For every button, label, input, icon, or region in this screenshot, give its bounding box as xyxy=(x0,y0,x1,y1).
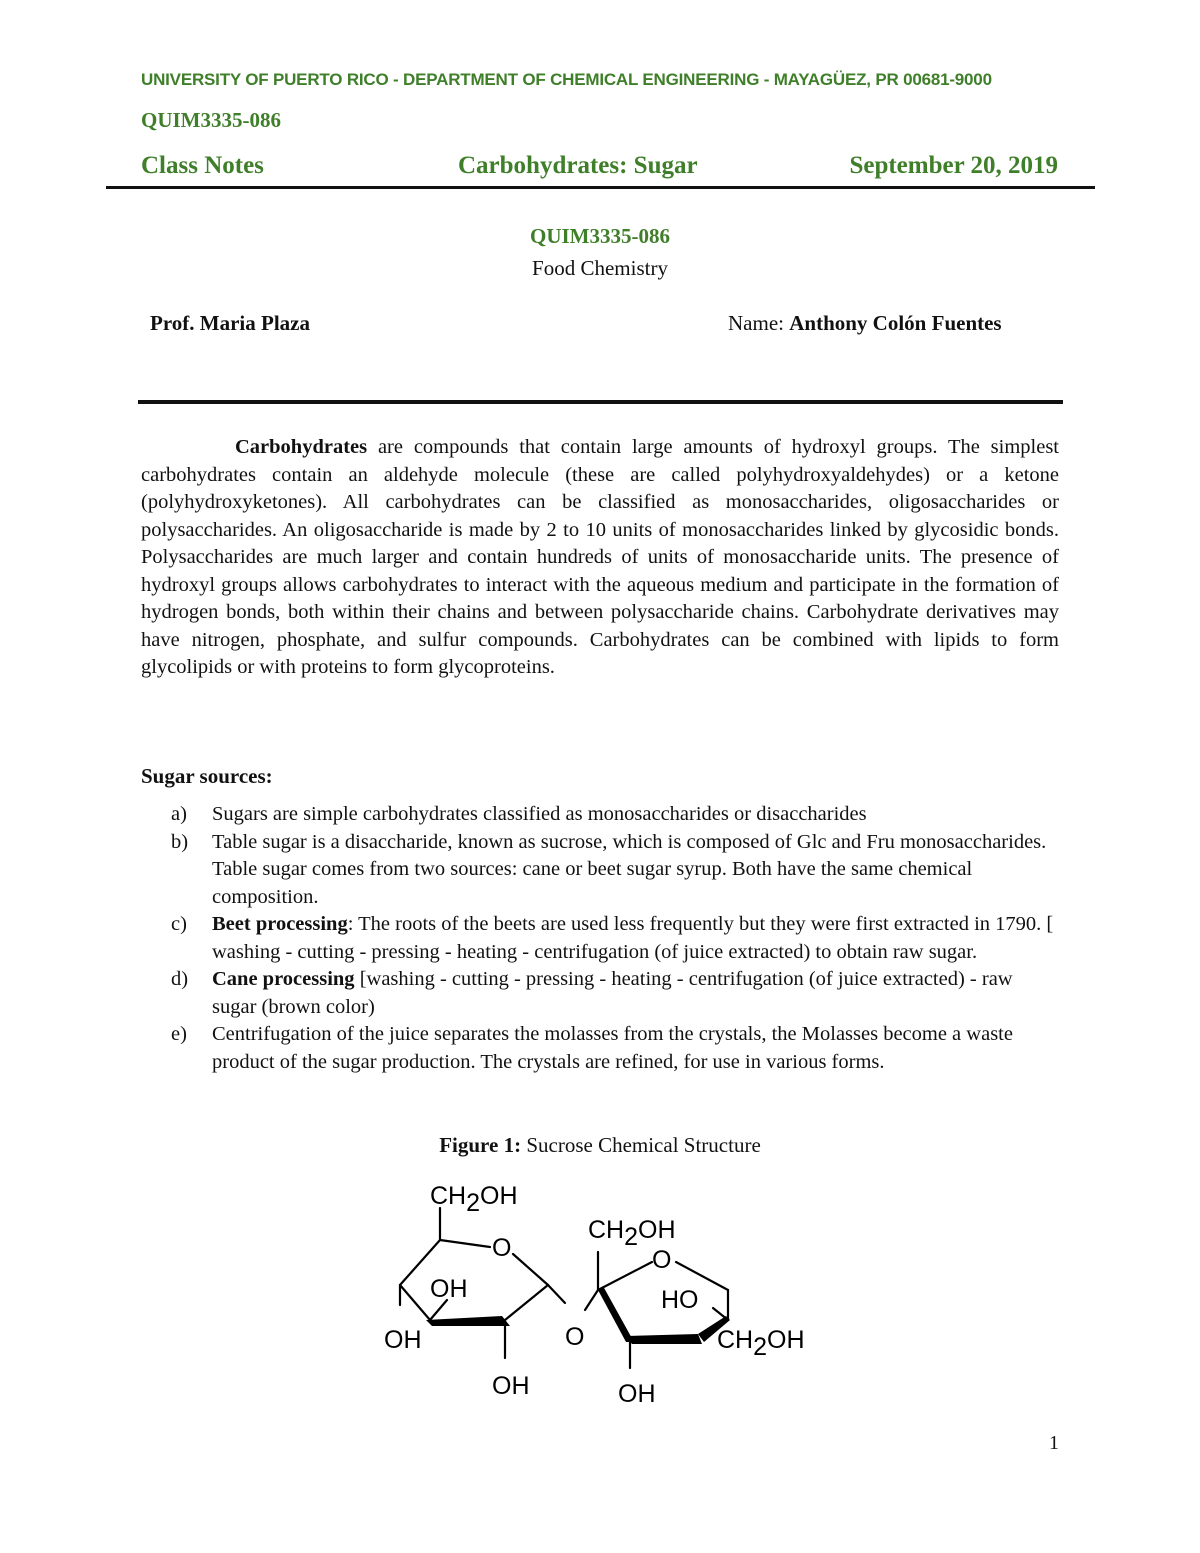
atom-oh-left: OH xyxy=(384,1326,422,1354)
intro-paragraph xyxy=(141,434,1059,682)
list-item-text: Sugars are simple carbohydrates classified as monosaccharides or disaccharides xyxy=(212,803,867,825)
list-item-label: e) xyxy=(171,1023,187,1045)
list-item-bold: Beet processing xyxy=(212,913,348,935)
course-code: QUIM3335-086 xyxy=(530,224,670,248)
professor-name: Prof. Maria Plaza xyxy=(150,311,310,335)
sugar-sources-list xyxy=(171,801,1061,1076)
bond xyxy=(513,1254,548,1285)
list-item xyxy=(171,801,1061,829)
bond xyxy=(585,1290,598,1310)
list-item-text: [washing - cutting - pressing - heating - centrifugation (of juice extracted) - raw sugar (brown color) xyxy=(212,968,1013,1018)
student-name: Anthony Colón Fuentes xyxy=(789,311,1002,335)
bond xyxy=(505,1285,548,1320)
intro-lead: Carbohydrates xyxy=(235,436,368,458)
atom-oh-bottom-right: OH xyxy=(618,1380,656,1408)
figure-caption-text: Sucrose Chemical Structure xyxy=(521,1133,761,1157)
header-topic: Carbohydrates: Sugar xyxy=(458,152,698,179)
list-item xyxy=(171,829,1061,912)
university-header: UNIVERSITY OF PUERTO RICO - DEPARTMENT OF CHEMICAL ENGINEERING - MAYAGÜEZ, PR 00681-9000 xyxy=(141,70,992,89)
header-date: September 20, 2019 xyxy=(849,152,1058,179)
wedge-bond xyxy=(426,1316,510,1326)
wedge-bond xyxy=(598,1286,634,1342)
atom-ch2oh-mid: CH2OH xyxy=(588,1216,676,1251)
list-item-bold: Cane processing xyxy=(212,968,355,990)
header-divider xyxy=(106,186,1095,189)
atom-ho-inner: HO xyxy=(661,1286,699,1314)
wedge-bond xyxy=(626,1334,702,1344)
list-item xyxy=(171,911,1061,966)
atom-glycosidic-o: O xyxy=(565,1323,585,1351)
intro-text: are compounds that contain large amounts of hydroxyl groups. The simplest carbohydrates contain an aldehyde molecule (these are called polyhydroxyaldehydes) or a ketone (polyhydroxyketones). All carbohydrates can be classified as monosaccharides, oligosaccharides or polysaccharides. An oligosaccharide is made by 2 to 10 units of monosaccharides linked by glycosidic bonds. Polysaccharides are much larger and contain hundreds of units of monosaccharide units. The presence of hydroxyl groups allows carbohydrates to interact with the aqueous medium and participate in the formation of hydrogen bonds, both within their chains and between polysaccharide chains. Carbohydrate derivatives may have nitrogen, phosphate, and sulfur compounds. Carbohydrates can be combined with lipids to form glycolipids or with proteins to form glycoproteins. xyxy=(141,436,1059,678)
section-divider xyxy=(138,400,1063,404)
bond xyxy=(548,1285,565,1303)
atom-ring-o-right: O xyxy=(652,1246,672,1274)
atom-ring-o-left: O xyxy=(492,1234,512,1262)
list-item-label: d) xyxy=(171,968,189,990)
list-item-label: b) xyxy=(171,830,189,853)
list-item-text: Table sugar is a disaccharide, known as sucrose, which is composed of Glc and Fru monosaccharides. Table sugar comes from two sources: cane or beet sugar syrup. Both have the same chemical composition. xyxy=(212,830,1047,908)
list-item xyxy=(171,1021,1061,1076)
sugar-sources-title: Sugar sources: xyxy=(141,764,273,788)
bond xyxy=(400,1285,430,1320)
header-class-notes: Class Notes xyxy=(141,152,264,179)
header-course-code: QUIM3335-086 xyxy=(141,108,281,132)
student-line xyxy=(728,311,1002,336)
sucrose-structure-diagram xyxy=(370,1170,830,1420)
atom-ch2oh-top: CH2OH xyxy=(430,1182,518,1217)
list-item-text: Centrifugation of the juice separates the molasses from the crystals, the Molasses become a waste product of the sugar production. The crystals are refined, for use in various forms. xyxy=(212,1023,1013,1073)
list-item-label: a) xyxy=(171,803,187,825)
list-item xyxy=(171,966,1061,1021)
bond xyxy=(440,1240,490,1247)
name-label: Name: xyxy=(728,311,784,335)
atom-ch2oh-right: CH2OH xyxy=(717,1326,805,1361)
atom-oh-bottom-left: OH xyxy=(492,1372,530,1400)
figure-label: Figure 1: xyxy=(439,1133,522,1157)
bond xyxy=(430,1300,447,1320)
list-item-text: : The roots of the beets are used less frequently but they were first extracted in 1790. [ washing - cutting - pressing - heating - centrifugation (of juice extracted) to obtain raw sugar. xyxy=(212,913,1054,963)
atom-oh-inner: OH xyxy=(430,1275,468,1303)
bond xyxy=(598,1262,652,1290)
list-item-label: c) xyxy=(171,913,187,935)
page-number: 1 xyxy=(1049,1432,1059,1454)
figure-caption xyxy=(0,1133,1200,1158)
course-name: Food Chemistry xyxy=(532,256,668,280)
